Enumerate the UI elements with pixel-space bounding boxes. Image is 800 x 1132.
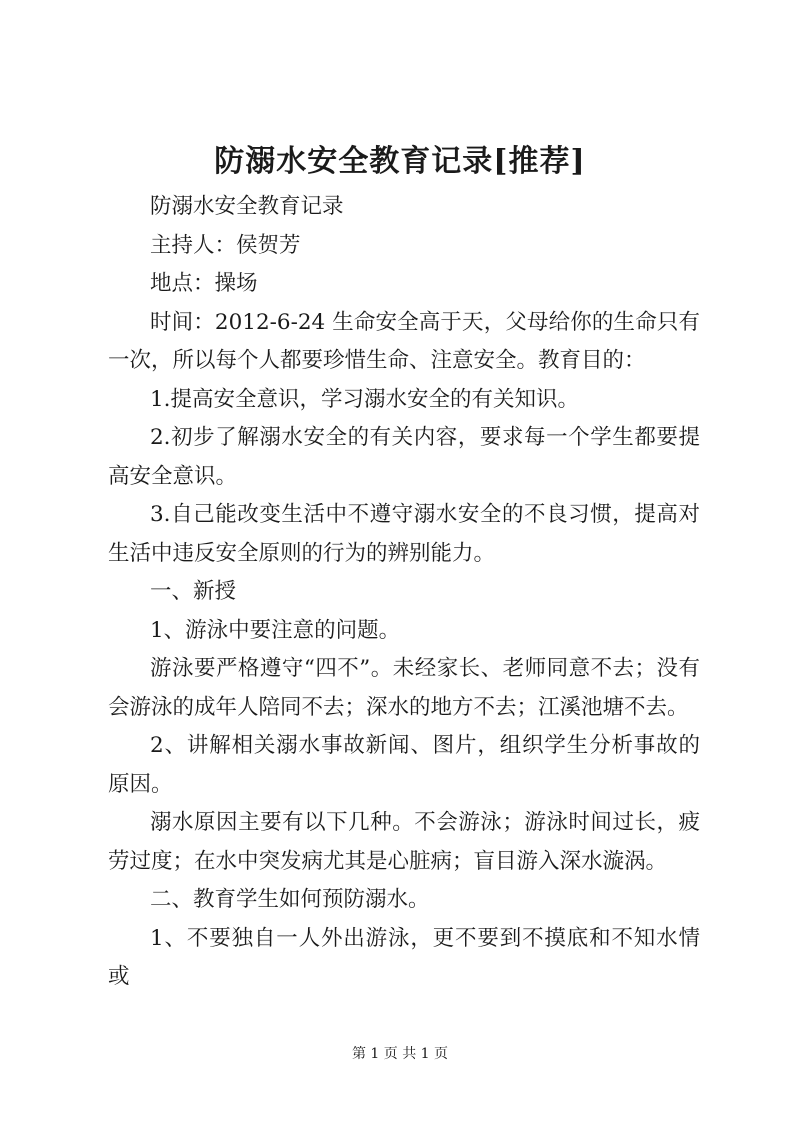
paragraph: 1.提高安全意识，学习溺水安全的有关知识。 [150,386,580,412]
paragraph: 二、教育学生如何预防溺水。 [150,887,430,912]
paragraph: 地点：操场 [150,271,258,296]
paragraph: 3.自己能改变生活中不遵守溺水安全的不良习惯，提高对生活中违反安全原则的行为的辨别能力。 [108,502,700,566]
page-footer: 第 1 页 共 1 页 [351,1046,449,1062]
paragraph: 1、不要独自一人外出游泳，更不要到不摸底和不知水情或 [108,925,700,989]
paragraph: 一、新授 [150,579,237,604]
paragraph: 时间：2012-6-24 生命安全高于天，父母给你的生命只有一次，所以每个人都要珍惜生命、注意安全。教育目的： [108,309,700,373]
paragraph: 溺水原因主要有以下几种。不会游泳；游泳时间过长，疲劳过度；在水中突发病尤其是心脏病；盲目游入深水漩涡。 [108,810,700,874]
paragraph: 1、游泳中要注意的问题。 [150,617,401,643]
paragraph: 主持人：侯贺芳 [150,232,301,258]
document-title: 防溺水安全教育记录[推荐] [214,144,586,179]
paragraph: 防溺水安全教育记录 [150,194,344,219]
paragraph: 2.初步了解溺水安全的有关内容，要求每一个学生都要提高安全意识。 [108,425,700,489]
document-body [108,188,700,997]
paragraph: 游泳要严格遵守“四不”。未经家长、老师同意不去；没有会游泳的成年人陪同不去；深水的地方不去；江溪池塘不去。 [108,656,700,720]
paragraph: 2、讲解相关溺水事故新闻、图片，组织学生分析事故的原因。 [108,733,700,797]
